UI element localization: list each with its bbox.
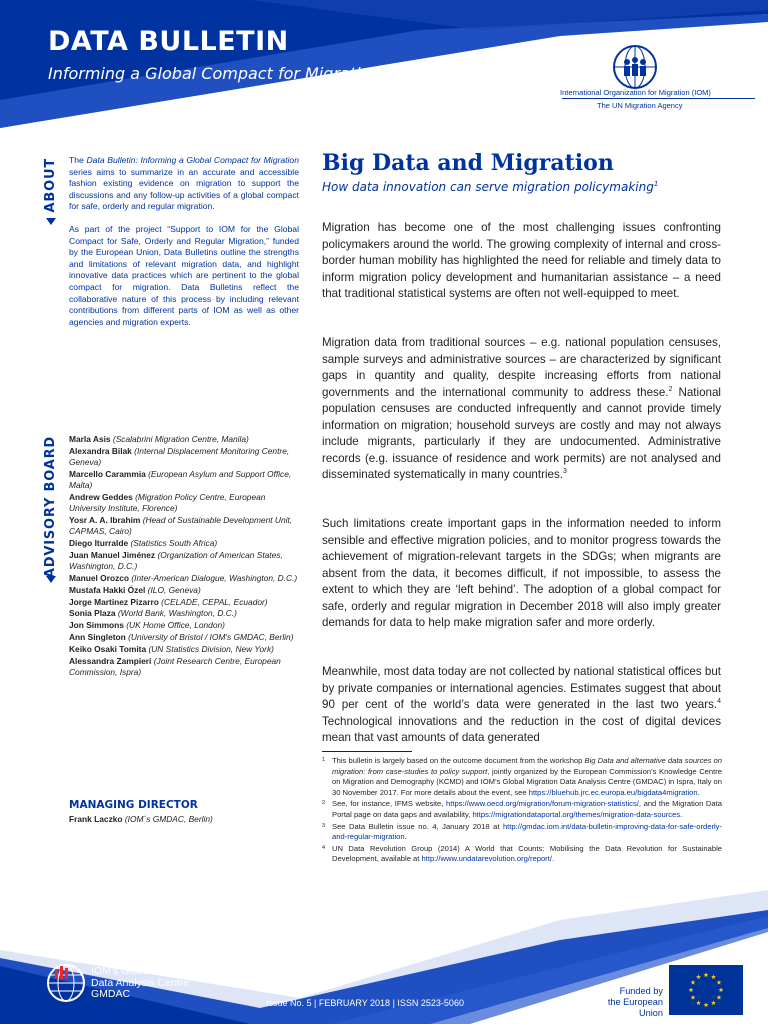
iom-logo-icon — [612, 44, 658, 90]
footnote: 2 See, for instance, IFMS website, https://www.oecd.org/migration/forum-migration-statistics/, and the Migration Data Portal page on data gaps and availability, https://migrationdataportal.org/themes/migration-data-sources. — [322, 799, 722, 819]
footnote-divider — [322, 751, 412, 752]
advisory-board-label — [43, 436, 61, 586]
body-paragraph: Migration data from traditional sources – e.g. national population censuses, sample surveys and administrative sources – are characterized by significant gaps in quantity and quality, despite increasing efforts from national governments and the international community to address these.$^2$ National population censuses are conducted infrequently and cannot provide timely information on migration; household surveys are costly and may not always include migrants, particularly if they are undocumented. Administrative records (e.g. issuance of residence and work permits) are not analysed and disseminated systematically in many countries.$^3$ — [322, 336, 721, 481]
advisory-board-label-text: ADVISORY BOARD — [43, 436, 58, 579]
advisory-board-member: Juan Manuel Jiménez (Organization of American States, Washington, D.C.) — [69, 549, 283, 572]
eu-star-icon — [711, 974, 716, 979]
eu-star-icon — [689, 987, 694, 992]
article-title: Big Data and Migration — [322, 150, 614, 176]
footer-banner — [0, 880, 768, 1024]
managing-director-heading: MANAGING DIRECTOR — [69, 799, 198, 811]
advisory-board-member: Yosr A. A. Ibrahim (Head of Sustainable Development Unit, CAPMAS, Cairo) — [69, 515, 293, 537]
footnote: 3 See Data Bulletin issue no. 4, January 2018 at http://gmdac.iom.int/data-bulletin-improving-data-for-safe-orderly-and-regular-migration. — [322, 821, 722, 842]
advisory-board-member: Jon Simmons (UK Home Office, London) — [69, 620, 225, 631]
about-paragraph: The Data Bulletin: Informing a Global Compact for Migration series aims to summarize in an accurate and accessible fashion existing evidence on migration to support the discussions and any follow-up activities of a global compact for safe, orderly and regular migration. — [69, 155, 299, 212]
footnote-ref[interactable]: 2 — [668, 385, 673, 393]
footnote: 4 UN Data Revolution Group (2014) A World that Counts: Mobilising the Data Revolution for Sustainable Development, available at http://www.undatarevolution.org/report/. — [322, 843, 722, 864]
eu-star-icon — [717, 980, 722, 985]
footnote: 1 This bulletin is largely based on the outcome document from the workshop Big Data and alternative data sources on migration: from case-studies to policy support, jointly organized by the European Commission’s Knowledge Centre on Migration and Demography (KCMD) and IOM’s Global Migration Data Analysis Centre (GMDAC) in Ispra, Italy on 30 November 2017. For more details about the event, see https://bluehub.jrc.ec.europa.eu/bigdata4migration. — [322, 756, 722, 797]
body-paragraph: Such limitations create important gaps in the information needed to inform sensible and effective migration policies, and to monitor progress towards the achievement of migration-relevant targets in the SDGs; when migrants are absent from the data, it becomes difficult, if not impossible, to assess the extent to which they are ‘left behind’. The adoption of a global compact for safe, orderly and regular migration in December 2018 will also imply greater demands for data to help make migration safer and more orderly. — [322, 517, 721, 629]
gmdac-logo-icon — [46, 963, 86, 1003]
advisory-board-member: Manuel Orozco (Inter-American Dialogue, Washington, D.C.) — [69, 573, 298, 584]
eu-star-icon — [696, 974, 701, 979]
triangle-marker-icon — [46, 576, 56, 583]
header-banner — [0, 0, 768, 128]
about-text — [69, 155, 299, 339]
gmdac-name: IOM’s Global Migration Data Analysis Centre GMDAC — [91, 965, 198, 1000]
eu-star-icon — [717, 995, 722, 1000]
about-section-label — [43, 158, 61, 228]
iom-divider — [562, 98, 755, 99]
advisory-board-member: Alessandra Zampieri (Joint Research Centre, European Commission, Ispra) — [69, 655, 281, 677]
eu-star-icon — [691, 995, 696, 1000]
footnote-link[interactable]: http://www.undatarevolution.org/report/ — [421, 854, 552, 864]
footnote-link[interactable]: https://www.oecd.org/migration/forum-migration-statistics/ — [446, 799, 639, 809]
eu-star-icon — [704, 972, 709, 977]
bulletin-subtitle: Informing a Global Compact for Migration — [48, 64, 381, 83]
eu-flag-icon — [669, 965, 743, 1015]
advisory-board-list — [69, 434, 304, 679]
about-paragraph: As part of the project “Support to IOM for the Global Compact for Safe, Orderly and Regular Migration,” funded by the European Union, Data Bulletins outline the strengths and limitations of relevant migration data, and highlight innovative data practices which are pertinent to the global compact for migration. Data Bulletins reflect the collaborative nature of this process by including relevant contributions from different parts of IOM as well as other agencies and migration experts. — [69, 223, 299, 327]
advisory-board-member: Andrew Geddes (Migration Policy Centre, European University Institute, Florence) — [69, 491, 266, 514]
advisory-board-member: Diego Iturralde (Statistics South Africa) — [69, 538, 218, 549]
advisory-board-member: Marla Asis (Scalabrini Migration Centre, Manila) — [69, 434, 249, 444]
footnote-link[interactable]: https://bluehub.jrc.ec.europa.eu/bigdata4migration — [528, 787, 698, 797]
eu-star-icon — [711, 1000, 716, 1005]
eu-star-icon — [704, 1002, 709, 1007]
iom-organization-name: International Organization for Migration (IOM) — [560, 88, 711, 97]
managing-director-entry: Frank Laczko (IOM´s GMDAC, Berlin) — [69, 814, 213, 824]
eu-star-icon — [691, 980, 696, 985]
article-subtitle: How data innovation can serve migration policymaking$^1$ — [322, 180, 659, 194]
eu-star-icon — [696, 1000, 701, 1005]
advisory-board-member: Sonia Plaza (World Bank, Washington, D.C.) — [69, 608, 237, 619]
body-paragraph: Migration has become one of the most challenging issues confronting policymakers around the world. The growing complexity of internal and cross-border human mobility has highlighted the need for reliable and timely data to inform migration policy development and humanitarian assistance – a need that traditional statistical systems are often not well-equipped to meet. — [322, 221, 721, 300]
advisory-board-member: Alexandra Bilak (Internal Displacement Monitoring Centre, Geneva) — [69, 445, 290, 468]
footnote-ref[interactable]: 4 — [717, 698, 721, 706]
footnote-link[interactable]: https://migrationdataportal.org/themes/migration-data-sources — [472, 809, 681, 819]
advisory-board-member: Mustafa Hakki Özel (ILO, Geneva) — [69, 584, 201, 595]
footnotes — [322, 756, 722, 866]
advisory-board-member: Ann Singleton (University of Bristol / IOM's GMDAC, Berlin) — [69, 632, 294, 643]
advisory-board-member: Marcello Carammia (European Asylum and Support Office, Malta) — [69, 468, 292, 491]
eu-star-icon — [719, 987, 724, 992]
issue-info: Issue No. 5 | FEBRUARY 2018 | ISSN 2523-5060 — [266, 998, 464, 1008]
advisory-board-member: Keiko Osaki Tomita (UN Statistics Division, New York) — [69, 643, 274, 654]
advisory-board-member: Jorge Martinez Pizarro (CELADE, CEPAL, Ecuador) — [69, 596, 268, 607]
footnote-link[interactable]: http://gmdac.iom.int/data-bulletin-improving-data-for-safe-orderly-and-regular-migration — [332, 821, 722, 842]
body-paragraph: Meanwhile, most data today are not collected by national statistical offices but by private companies or international agencies. Estimates suggest that about 90 per cent of the world’s data were generated in the last two years.$^4$ Technological innovations and the reduction in the cost of digital devices mean that vast amounts of data generated — [322, 665, 721, 744]
triangle-marker-icon — [46, 218, 56, 225]
footnote-ref[interactable]: 3 — [563, 468, 567, 476]
iom-tagline: The UN Migration Agency — [597, 101, 683, 110]
about-label-text: ABOUT — [43, 158, 58, 213]
eu-funding-note: Funded by the European Union — [607, 986, 663, 1018]
bulletin-title: DATA BULLETIN — [48, 26, 289, 57]
